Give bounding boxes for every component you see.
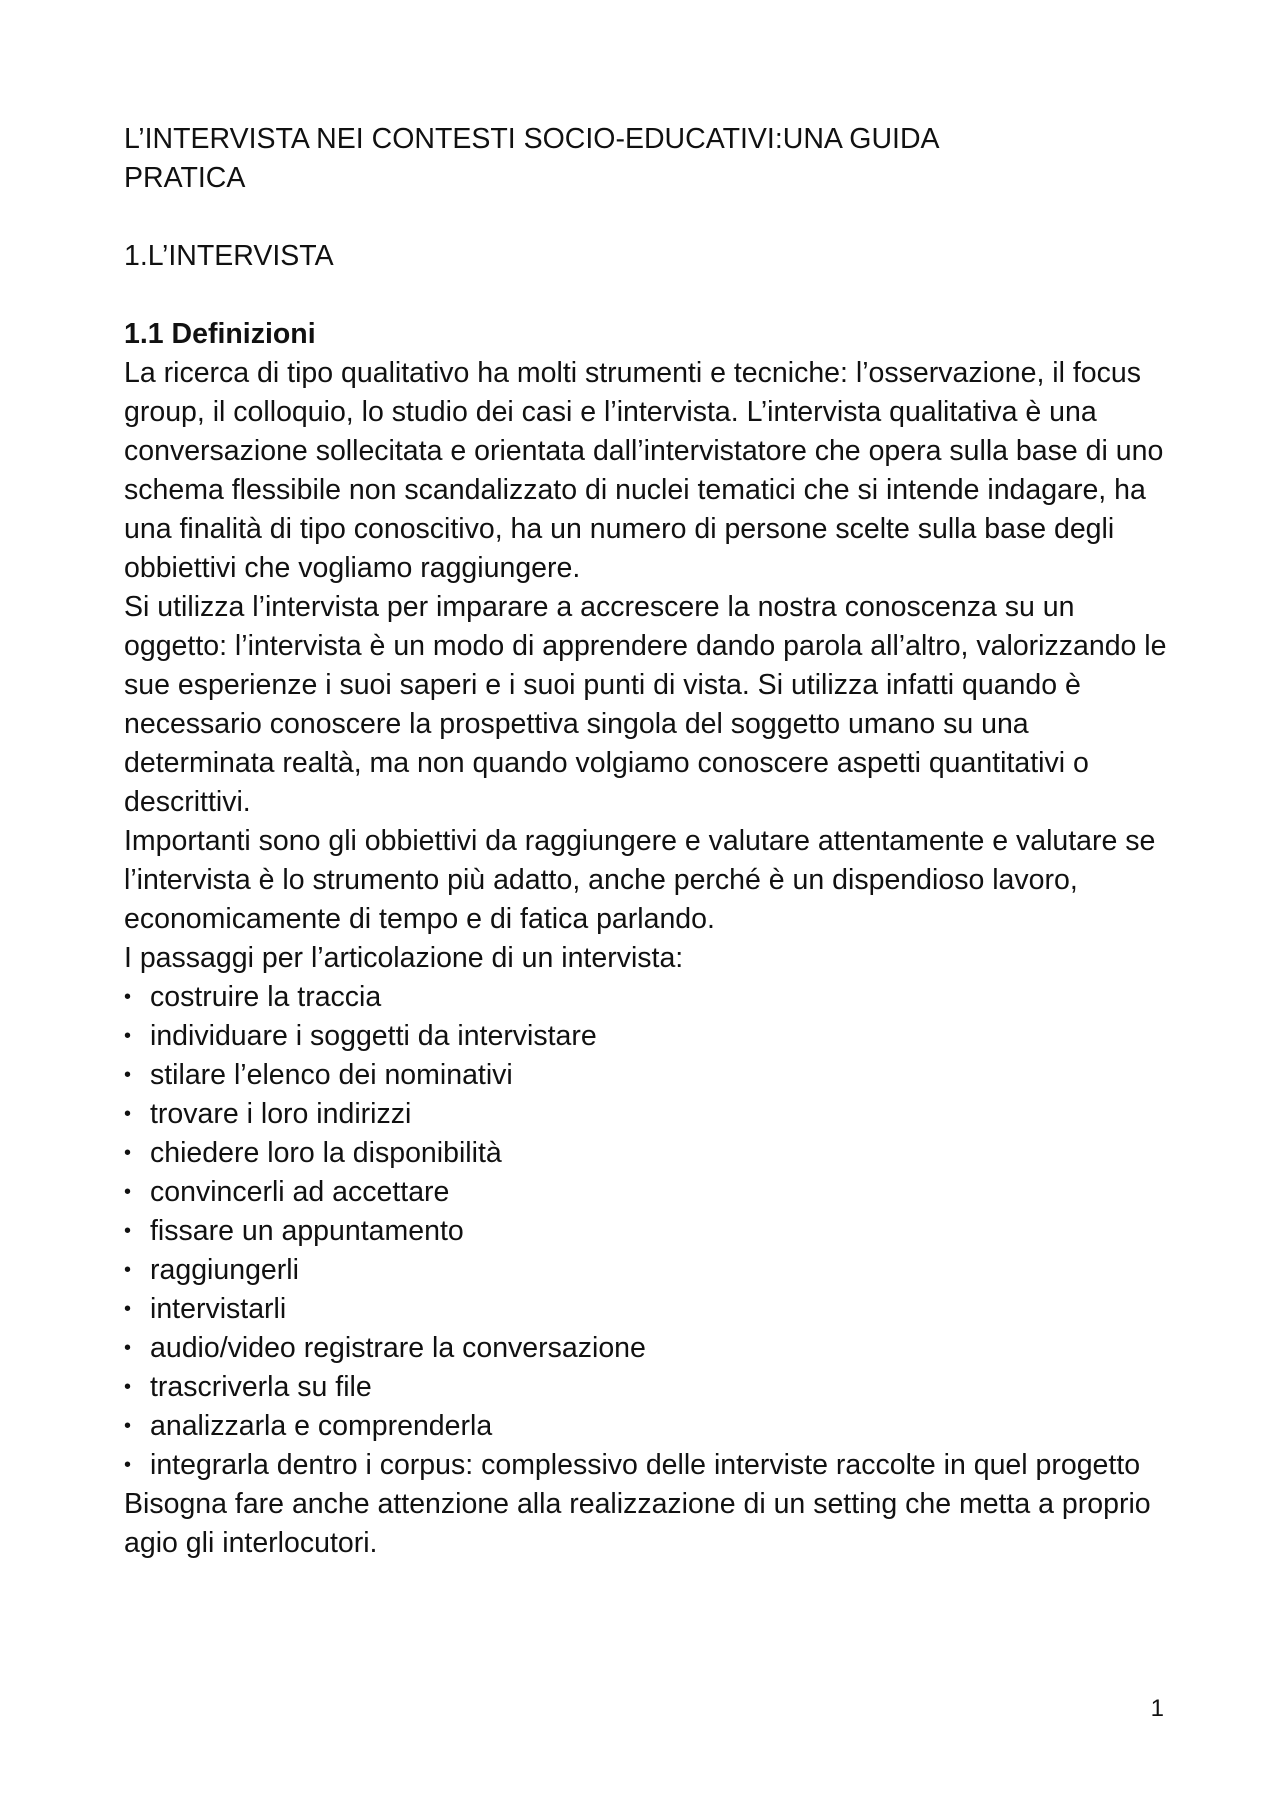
list-item	[124, 1212, 1174, 1251]
bullet-icon: •	[124, 1337, 132, 1359]
page-number: 1	[1150, 1695, 1164, 1722]
list-item-text: trovare i loro indirizzi	[150, 1098, 412, 1130]
list-item-text: intervistarli	[150, 1293, 287, 1325]
list-item-text: integrarla dentro i corpus: complessivo delle interviste raccolte in quel progetto	[150, 1449, 1141, 1481]
list-item	[124, 1407, 1174, 1446]
document-title-line-1: L’INTERVISTA NEI CONTESTI SOCIO-EDUCATIVI:UNA GUIDA	[124, 123, 940, 155]
list-item	[124, 1095, 1174, 1134]
list-item	[124, 1134, 1174, 1173]
list-item-text: stilare l’elenco dei nominativi	[150, 1059, 513, 1091]
paragraph-qualitative-research: La ricerca di tipo qualitativo ha molti strumenti e tecniche: l’osservazione, il focus group, il colloquio, lo studio dei casi e l’intervista. L’intervista qualitativa è una conversazione sollecitata e orientata dall’intervistatore che opera sulla base di uno schema flessibile non scandalizzato di nuclei tematici che si intende indagare, ha una finalità di tipo conoscitivo, ha un numero di persone scelte sulla base degli obbiettivi che vogliamo raggiungere.	[124, 357, 1164, 584]
list-item-text: chiedere loro la disponibilità	[150, 1137, 502, 1169]
list-item	[124, 1446, 1174, 1485]
document-page	[124, 120, 1174, 1563]
list-item	[124, 1329, 1174, 1368]
list-item	[124, 1290, 1174, 1329]
document-title-line-2: PRATICA	[124, 162, 246, 194]
list-item	[124, 1173, 1174, 1212]
bullet-icon: •	[124, 1454, 132, 1476]
list-item-text: analizzarla e comprenderla	[150, 1410, 493, 1442]
bullet-icon: •	[124, 1376, 132, 1398]
list-item	[124, 1368, 1174, 1407]
list-item-text: individuare i soggetti da intervistare	[150, 1020, 597, 1052]
bullet-icon: •	[124, 1298, 132, 1320]
bullet-icon: •	[124, 986, 132, 1008]
list-item-text: trascriverla su file	[150, 1371, 372, 1403]
list-item-text: raggiungerli	[150, 1254, 299, 1286]
document-title	[124, 120, 1174, 198]
bullet-icon: •	[124, 1220, 132, 1242]
chapter-heading: 1.L’INTERVISTA	[124, 240, 334, 272]
bullet-icon: •	[124, 1142, 132, 1164]
bullet-icon: •	[124, 1181, 132, 1203]
list-item-text: convincerli ad accettare	[150, 1176, 450, 1208]
list-item	[124, 1017, 1174, 1056]
bullet-icon: •	[124, 1064, 132, 1086]
paragraph-closing: Bisogna fare anche attenzione alla realizzazione di un setting che metta a proprio agio gli interlocutori.	[124, 1488, 1151, 1559]
steps-list	[124, 978, 1174, 1485]
list-item	[124, 1251, 1174, 1290]
paragraph-objectives: Importanti sono gli obbiettivi da raggiungere e valutare attentamente e valutare se l’intervista è lo strumento più adatto, anche perché è un dispendioso lavoro, economicamente di tempo e di fatica parlando.	[124, 825, 1156, 935]
bullet-icon: •	[124, 1025, 132, 1047]
list-item-text: audio/video registrare la conversazione	[150, 1332, 646, 1364]
list-item-text: fissare un appuntamento	[150, 1215, 464, 1247]
list-item	[124, 978, 1174, 1017]
bullet-icon: •	[124, 1415, 132, 1437]
paragraph-interview-purpose: Si utilizza l’intervista per imparare a accrescere la nostra conoscenza su un oggetto: l’intervista è un modo di apprendere dando parola all’altro, valorizzando le sue esperienze i suoi saperi e i suoi punti di vista. Si utilizza infatti quando è necessario conoscere la prospettiva singola del soggetto umano su una determinata realtà, ma non quando volgiamo conoscere aspetti quantitativi o descrittivi.	[124, 591, 1167, 818]
bullet-icon: •	[124, 1103, 132, 1125]
paragraph-steps-intro: I passaggi per l’articolazione di un intervista:	[124, 942, 684, 974]
list-item-text: costruire la traccia	[150, 981, 382, 1013]
list-item	[124, 1056, 1174, 1095]
section-heading: 1.1 Definizioni	[124, 318, 316, 350]
bullet-icon: •	[124, 1259, 132, 1281]
